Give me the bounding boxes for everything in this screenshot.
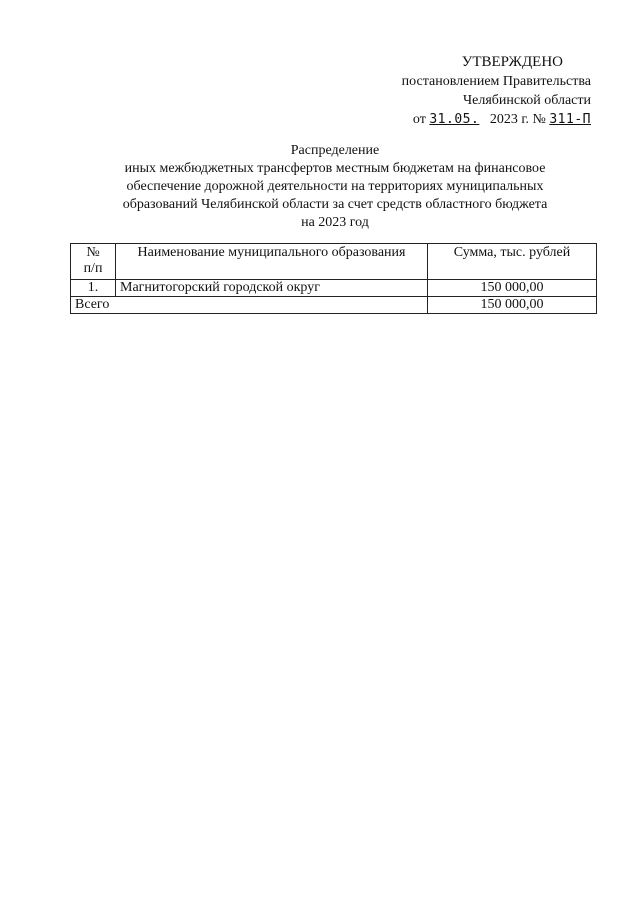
date-value: 31.05. <box>429 112 480 127</box>
header-num-line-1: № <box>86 245 100 260</box>
total-label: Всего <box>71 297 428 314</box>
table-header-row <box>71 244 597 280</box>
approval-line-1: постановлением Правительства <box>401 74 591 89</box>
approval-stamp <box>361 53 591 129</box>
year-text: 2023 г. № <box>489 112 546 127</box>
row-sum: 150 000,00 <box>428 280 597 297</box>
title-line-5: на 2023 год <box>301 215 369 230</box>
title-line-4: образований Челябинской области за счет средств областного бюджета <box>122 197 548 212</box>
decree-number: 311-П <box>549 112 591 127</box>
approval-heading: УТВЕРЖДЕНО <box>461 54 563 70</box>
title-line-3: обеспечение дорожной деятельности на территориях муниципальных <box>126 179 544 194</box>
approval-date-line <box>361 110 591 129</box>
date-prefix: от <box>412 112 426 127</box>
distribution-table <box>70 243 597 314</box>
approval-line-2: Челябинской области <box>463 93 591 108</box>
row-name: Магнитогорский городской округ <box>116 280 428 297</box>
header-name: Наименование муниципального образования <box>116 244 428 280</box>
table-total-row <box>71 297 597 314</box>
title-line-2: иных межбюджетных трансфертов местным бюджетам на финансовое <box>124 161 546 176</box>
header-sum: Сумма, тыс. рублей <box>428 244 597 280</box>
title-line-1: Распределение <box>290 143 380 158</box>
table-row <box>71 280 597 297</box>
document-title <box>70 142 600 232</box>
total-sum: 150 000,00 <box>428 297 597 314</box>
header-num-line-2: п/п <box>83 261 103 276</box>
header-num <box>71 244 116 280</box>
row-num: 1. <box>71 280 116 297</box>
